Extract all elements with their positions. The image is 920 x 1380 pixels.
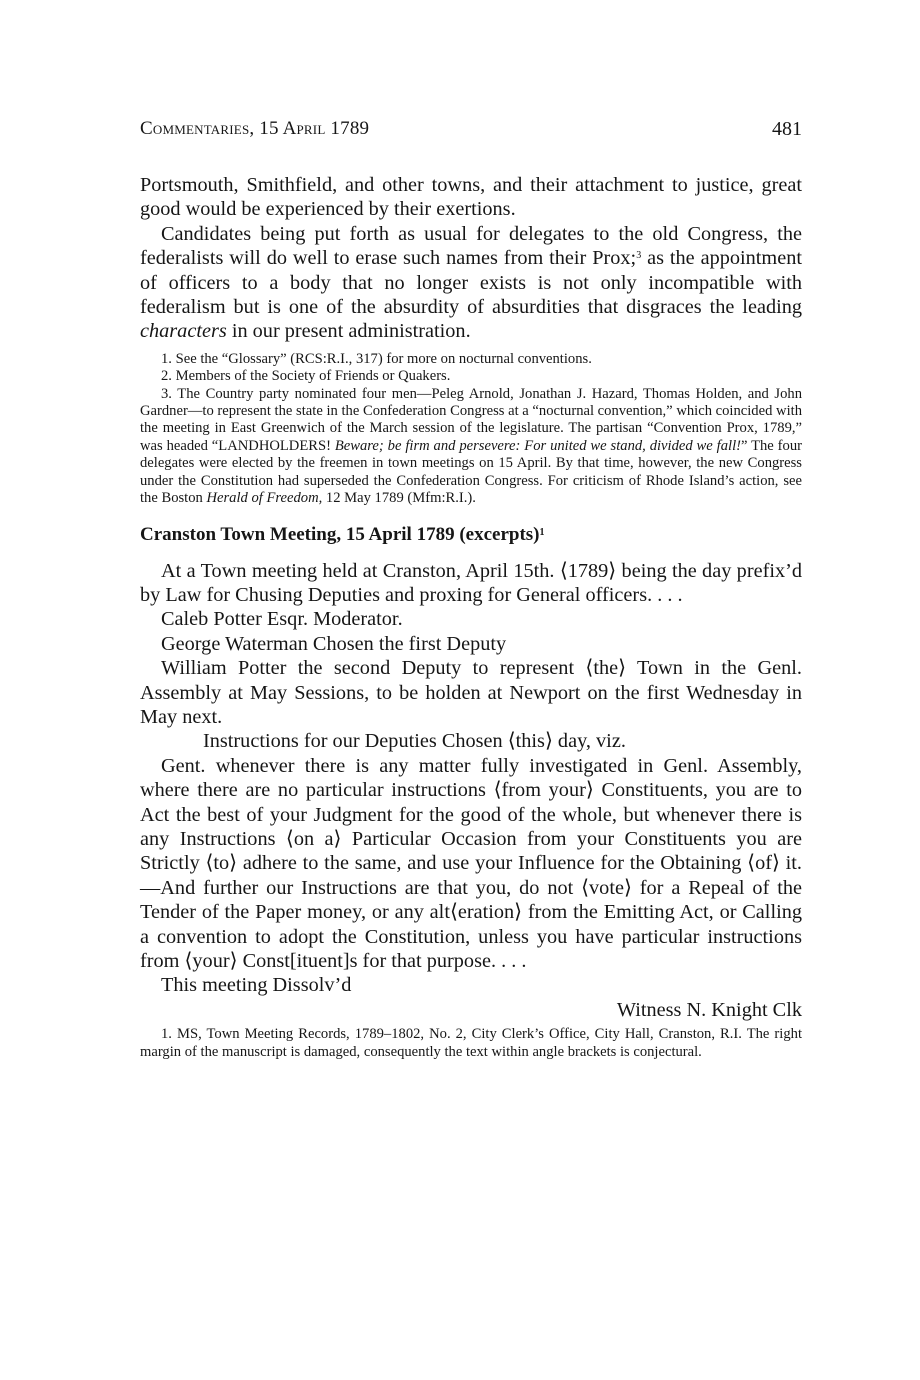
second-deputy-paragraph: William Potter the second Deputy to represent ⟨the⟩ Town in the Genl. Assembly at May Sessions, to be holden at Newport on the first Wednesday in May next. (140, 657, 802, 728)
running-head: Commentaries, 15 April 1789 (140, 118, 370, 139)
page-header (140, 118, 802, 148)
meeting-paragraph: At a Town meeting held at Cranston, April 15th. ⟨1789⟩ being the day prefix’d by Law for Chusing Deputies and proxing for General officers. . . . (140, 559, 802, 606)
dissolved-line: This meeting Dissolv’d (161, 974, 352, 997)
first-deputy-line: George Waterman Chosen the first Deputy (161, 632, 507, 655)
footnote-2: 2. Members of the Society of Friends or Quakers. (161, 368, 451, 385)
footnote-1-meeting: 1. MS, Town Meeting Records, 1789–1802, No. 2, City Clerk’s Office, City Hall, Cranston, R.I. The right margin of the manuscript is damaged, consequently the text within angle brackets is conjectural. (140, 1026, 802, 1060)
footnote-3: 3. The Country party nominated four men—Peleg Arnold, Jonathan J. Hazard, Thomas Holden, and John Gardner—to represent the state in the Confederation Congress at a “nocturnal convention,” which coincided with the meeting in East Greenwich of the March session of the legislature. The partisan “Convention Prox, 1789,” was headed “LANDHOLDERS! Beware; be firm and persevere: For united we stand, divided we fall!” The four delegates were elected by the freemen in town meetings on 15 April. By that time, however, the new Congress under the Constitution had superseded the Confederation Congress. For criticism of Rhode Island’s action, see the Boston Herald of Freedom, 12 May 1789 (Mfm:R.I.). (140, 385, 802, 507)
page-body (140, 173, 802, 1061)
paragraph-continuation: Portsmouth, Smithfield, and other towns, and their attachment to justice, great good would be experienced by their exertions. (140, 174, 802, 221)
instructions-heading: Instructions for our Deputies Chosen ⟨this⟩ day, viz. (203, 730, 626, 753)
instructions-paragraph: Gent. whenever there is any matter fully investigated in Genl. Assembly, where there are no particular instructions ⟨from your⟩ Constituents, you are to Act the best of your Judgment for the good of the whole, but whenever there is any Instructions ⟨on a⟩ Particular Occasion from your Constituents you are Strictly ⟨to⟩ adhere to the same, and use your Influence for the Obtaining ⟨of⟩ it.—And further our Instructions are that you, do not ⟨vote⟩ for a Repeal of the Tender of the Paper money, or any alt⟨eration⟩ from the Emitting Act, or Calling a convention to adopt the Constitution, unless you have particular instructions from ⟨your⟩ Const[ituent]s for that purpose. . . . (140, 754, 802, 972)
footnotes-meeting (140, 1026, 802, 1061)
paragraph-candidates: Candidates being put forth as usual for delegates to the old Congress, the federalists will do well to erase such names from their Prox;$^3$ as the appointment of officers to a body that no longer exists is not only incompatible with federalism but is one of the absurdity of absurdities that disgraces the leading characters in our present administration. (140, 222, 802, 343)
page-number: 481 (772, 118, 802, 140)
witness-signature: Witness N. Knight Clk (616, 998, 802, 1021)
footnotes-commentary (140, 351, 802, 508)
section-heading: Cranston Town Meeting, 15 April 1789 (excerpts)$^1$ (140, 523, 545, 545)
footnote-1: 1. See the “Glossary” (RCS:R.I., 317) for more on nocturnal conventions. (161, 350, 592, 367)
footnote-ref: 1 (539, 526, 545, 538)
moderator-line: Caleb Potter Esqr. Moderator. (161, 608, 403, 631)
footnote-ref: 3 (636, 250, 642, 262)
